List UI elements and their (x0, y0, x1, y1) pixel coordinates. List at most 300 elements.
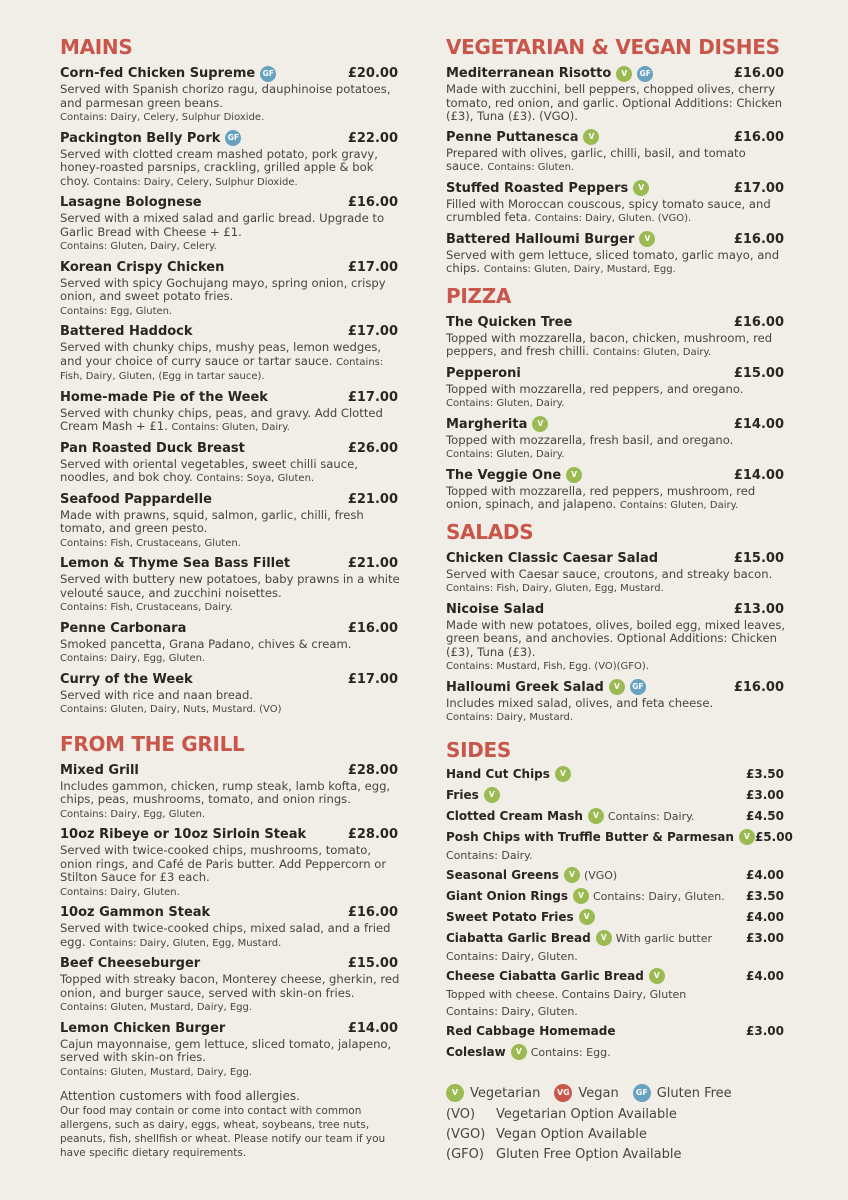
menu-item-price: £17.00 (347, 671, 398, 687)
menu-item-description-text: Served with gem lettuce, sliced tomato, garlic mayo, and chips. (446, 247, 780, 275)
menu-item-allergens: Contains: Fish, Dairy, Gluten, (Egg in tartar sauce). (60, 356, 384, 382)
menu-item (60, 825, 400, 899)
menu-item (60, 439, 400, 486)
menu-item (60, 903, 400, 950)
menu-item-description (60, 638, 400, 666)
legend-code-label: Vegetarian Option Available (496, 1106, 677, 1122)
gluten-free-badge-icon: GF (260, 66, 276, 82)
sides-section (446, 737, 793, 1062)
menu-item-name-text: Home-made Pie of the Week (60, 389, 268, 405)
side-item-description (446, 847, 786, 864)
menu-item-header (60, 193, 400, 212)
menu-item-name-text: Korean Crispy Chicken (60, 259, 225, 275)
side-item-price: £5.00 (754, 830, 793, 844)
side-item-price: £4.50 (746, 809, 784, 823)
menu-item-name-text: Lasagne Bolognese (60, 195, 202, 210)
menu-item-name (60, 827, 306, 842)
side-item-name-text: Ciabatta Garlic Bread (446, 931, 591, 945)
menu-item-header (446, 549, 786, 568)
menu-item-header (60, 954, 400, 973)
side-item-note: With garlic butter (615, 931, 712, 945)
pizza-list (446, 313, 786, 513)
menu-item-allergens: Contains: Gluten, Mustard, Dairy, Egg. (60, 1002, 253, 1013)
menu-item (60, 670, 400, 717)
menu-item-description (60, 573, 400, 615)
side-item-name (446, 968, 665, 984)
legend-code-row (446, 1104, 786, 1124)
legend-code-label: Vegan Option Available (496, 1126, 647, 1142)
menu-item-header (60, 670, 400, 689)
menu-item-allergens: Contains: Gluten. (487, 162, 575, 173)
menu-item-allergens: Contains: Gluten, Dairy, Celery. (60, 241, 217, 252)
menu-item-description (60, 689, 400, 717)
menu-item-price: £14.00 (347, 1020, 398, 1036)
menu-item-description-text: Topped with mozzarella, fresh basil, and oregano. (446, 432, 734, 447)
menu-item-description-text: Served with buttery new potatoes, baby prawns in a white velouté sauce, and zucchini noisettes. (60, 572, 400, 600)
menu-item (446, 364, 786, 411)
veg-list (446, 64, 786, 277)
menu-item-name (60, 905, 210, 920)
menu-item-name (446, 679, 646, 695)
menu-item-header (60, 258, 400, 277)
grill-list (60, 761, 400, 1080)
vegetarian-badge-icon: V (639, 231, 655, 247)
menu-item-price: £17.00 (347, 389, 398, 405)
menu-item-description-text: Served with twice-cooked chips, mushrooms, tomato, onion rings, and Café de Paris butter. Add Peppercorn or Stilton Sauce for £3 each. (60, 843, 387, 884)
side-item-price: £3.50 (746, 767, 784, 781)
menu-item-header (60, 1019, 400, 1038)
menu-item-name (60, 390, 268, 405)
menu-item-allergens: Contains: Dairy, Gluten. (60, 886, 180, 898)
menu-item-price: £21.00 (347, 491, 398, 507)
menu-item-name-text: Corn-fed Chicken Supreme (60, 66, 256, 81)
menu-item-header (60, 439, 400, 458)
allergy-title: Attention customers with food allergies. (60, 1089, 300, 1103)
menu-item-header (446, 678, 786, 697)
menu-item-description-text: Served with chunky chips, peas, and gravy. Add Clotted Cream Mash + £1. (60, 405, 383, 433)
salads-list (446, 549, 786, 725)
menu-item-description-text: Made with prawns, squid, salmon, garlic, chilli, fresh tomato, and green pesto. (60, 507, 364, 535)
veg-heading: VEGETARIAN & VEGAN DISHES (446, 35, 780, 59)
menu-item-description (60, 973, 400, 1015)
menu-item-name (446, 467, 582, 483)
side-item (446, 929, 786, 965)
side-item-price: £3.00 (746, 931, 784, 945)
menu-item (60, 554, 400, 615)
mains-list (60, 64, 400, 717)
legend-code: (GFO) (446, 1146, 484, 1162)
menu-item-description (446, 568, 786, 596)
mains-section (60, 34, 400, 717)
menu-item-allergens: Contains: Fish, Dairy, Gluten, Egg, Mustard. (446, 583, 664, 594)
vegetarian-badge-icon: V (579, 909, 595, 925)
side-item-header (446, 828, 793, 847)
menu-item-price: £13.00 (733, 601, 784, 617)
menu-item-description-text: Cajun mayonnaise, gem lettuce, sliced tomato, jalapeno, served with skin-on fries. (60, 1036, 392, 1064)
legend-code-row (446, 1124, 786, 1144)
menu-item-description-text: Served with Caesar sauce, croutons, and streaky bacon. (446, 566, 773, 581)
menu-item-allergens: Contains: Dairy, Gluten. (VGO). (534, 213, 692, 224)
menu-item-description-text: Made with zucchini, bell peppers, chopped olives, cherry tomato, red onion, and garlic. Optional Additions: Chicken (£3), Tuna (£3). (VGO). (446, 82, 783, 123)
menu-item (60, 761, 400, 822)
menu-item-description (446, 619, 786, 674)
menu-item-price: £28.00 (347, 827, 398, 842)
vegetarian-badge-icon: V (609, 679, 625, 695)
menu-item-description (60, 341, 400, 384)
side-item-name-text: Hand Cut Chips (446, 767, 550, 781)
right-column (446, 34, 793, 1062)
side-item-header (446, 1022, 786, 1041)
menu-item-name (60, 260, 224, 275)
menu-item-description (60, 148, 400, 190)
legend-code-row (446, 1144, 786, 1164)
side-item-header (446, 1043, 786, 1062)
menu-item-description-text: Filled with Moroccan couscous, spicy tomato sauce, and crumbled feta. (446, 196, 771, 224)
gluten-free-badge-icon: GF (633, 1084, 651, 1102)
menu-item-description-text: Served with Spanish chorizo ragu, dauphinoise potatoes, and parmesan green beans. (60, 82, 391, 110)
gluten-free-badge-icon: GF (630, 679, 646, 695)
menu-item-header (60, 825, 400, 844)
vegetarian-badge-icon: V (583, 129, 599, 145)
gluten-free-badge-icon: GF (637, 66, 653, 82)
menu-item-allergens: Contains: Fish, Crustaceans, Gluten. (60, 537, 241, 549)
vegetarian-badge-icon: V (649, 968, 665, 984)
menu-item-allergens: Contains: Dairy, Egg, Gluten. (60, 808, 206, 820)
menu-item-price: £16.00 (347, 620, 398, 636)
side-item-header (446, 908, 786, 927)
menu-item-name (446, 416, 548, 432)
menu-item-allergens: Contains: Dairy, Egg, Gluten. (60, 653, 206, 664)
side-item-name-text: Giant Onion Rings (446, 889, 568, 903)
side-item-name (446, 867, 617, 883)
menu-item (60, 258, 400, 319)
vegetarian-badge-icon: V (739, 829, 755, 845)
side-item-price: £4.00 (746, 910, 784, 924)
menu-item-name (446, 551, 658, 566)
menu-item-price: £16.00 (347, 195, 398, 210)
side-item-name (446, 1024, 616, 1038)
side-item-header (446, 929, 786, 948)
menu-item (446, 415, 786, 462)
side-item (446, 967, 786, 1020)
menu-item-allergens: Contains: Dairy, Gluten, Egg, Mustard. (89, 937, 282, 949)
menu-item (446, 230, 786, 277)
side-item-price: £3.00 (746, 1024, 784, 1038)
menu-item-description (60, 922, 400, 950)
vegetarian-badge-icon: V (555, 766, 571, 782)
menu-item (60, 490, 400, 551)
menu-item-price: £15.00 (733, 365, 784, 381)
menu-item-description-text: Served with twice-cooked chips, mixed salad, and a fried egg. (60, 921, 391, 949)
side-item-description-text: Contains: Dairy. (446, 848, 533, 862)
menu-item-allergens: Contains: Gluten, Dairy. (446, 449, 565, 460)
menu-item-name-text: Stuffed Roasted Peppers (446, 180, 629, 196)
menu-item-header (446, 230, 786, 249)
vegetarian-badge-icon: V (564, 867, 580, 883)
menu-item-name (60, 672, 193, 687)
menu-item-price: £26.00 (347, 440, 398, 456)
side-item (446, 1043, 786, 1062)
menu-item-allergens: Contains: Mustard, Fish, Egg. (VO)(GFO). (446, 661, 649, 672)
vegetarian-badge-icon: V (633, 180, 649, 196)
pizza-section (446, 283, 786, 513)
side-item-header (446, 967, 786, 986)
menu-item-description (446, 434, 786, 462)
menu-item-allergens: Contains: Fish, Crustaceans, Dairy. (60, 602, 233, 613)
gluten-free-badge-icon: GF (225, 130, 241, 146)
menu-item-name-text: Pan Roasted Duck Breast (60, 440, 245, 456)
side-item (446, 866, 786, 885)
menu-item-allergens: Contains: Gluten, Mustard, Dairy, Egg. (60, 1066, 253, 1078)
menu-item-allergens: Contains: Gluten, Dairy. (592, 347, 712, 358)
legend-code: (VGO) (446, 1126, 486, 1142)
menu-item (60, 193, 400, 254)
menu-item-description (60, 844, 400, 899)
menu-item-name (60, 492, 212, 507)
menu-item-description-text: Served with chunky chips, mushy peas, lemon wedges, and your choice of curry sauce or tartar sauce. (60, 340, 382, 368)
side-item (446, 807, 786, 826)
vegetarian-badge-icon: V (484, 787, 500, 803)
side-item-name-text: Seasonal Greens (446, 868, 559, 882)
legend-codes (446, 1104, 786, 1164)
menu-item-name-text: Beef Cheeseburger (60, 956, 201, 971)
menu-item-name (60, 195, 202, 210)
menu-item (60, 619, 400, 666)
menu-item-description-text: Prepared with olives, garlic, chilli, basil, and tomato sauce. (446, 145, 746, 173)
menu-item-description (60, 407, 400, 435)
pizza-heading: PIZZA (446, 283, 512, 308)
menu-item-description-text: Made with new potatoes, olives, boiled egg, mixed leaves, green beans, and anchovies. Optional Additions: Chicken (£3), Tuna (£3). (446, 617, 786, 659)
menu-item-name-text: Seafood Pappardelle (60, 491, 212, 507)
menu-item-name-text: Packington Belly Pork (60, 130, 221, 146)
menu-item-description (446, 198, 786, 226)
left-column (60, 34, 400, 1079)
side-item-name (446, 1044, 611, 1060)
menu-item-allergens: Contains: Gluten, Dairy. (619, 500, 739, 511)
menu-item-price: £15.00 (733, 550, 784, 566)
menu-item-name-text: Curry of the Week (60, 671, 193, 687)
menu-item-description (446, 147, 786, 175)
menu-item (60, 322, 400, 384)
menu-item-name (446, 231, 655, 247)
menu-item-price: £28.00 (347, 762, 398, 778)
menu-item-description (60, 83, 400, 125)
sides-list (446, 765, 793, 1062)
menu-item-description (446, 249, 786, 277)
menu-item-header (446, 128, 786, 147)
menu-item-header (60, 64, 400, 83)
menu-item-description-text: Served with a mixed salad and garlic bread. Upgrade to Garlic Bread with Cheese + £1. (60, 211, 385, 239)
menu-item-name-text: Mediterranean Risotto (446, 66, 612, 81)
menu-item-name-text: 10oz Gammon Steak (60, 905, 211, 920)
side-item (446, 887, 786, 906)
menu-item-price: £21.00 (347, 556, 398, 571)
menu-item-name-text: 10oz Ribeye or 10oz Sirloin Steak (60, 827, 307, 842)
menu-item-allergens: Contains: Gluten, Dairy, Nuts, Mustard. (VO) (60, 704, 282, 715)
side-item-name-text: Red Cabbage Homemade (446, 1024, 616, 1038)
side-item (446, 828, 793, 864)
menu-item-name-text: The Veggie One (446, 467, 562, 483)
menu-item-description (60, 780, 400, 822)
legend-label: Vegan (578, 1085, 619, 1101)
menu-item-description-text: Served with oriental vegetables, sweet chilli sauce, noodles, and bok choy. (60, 456, 358, 484)
menu-item-price: £16.00 (733, 679, 784, 695)
menu-item-description (60, 277, 400, 319)
salads-heading: SALADS (446, 519, 534, 544)
menu-item-allergens: Contains: Egg, Gluten. (60, 305, 173, 317)
vegetarian-badge-icon: V (588, 808, 604, 824)
menu-item-description-text: Includes gammon, chicken, rump steak, lamb kofta, egg, chips, peas, mushrooms, tomato, and onion rings. (60, 778, 391, 806)
menu-item-name (446, 602, 544, 617)
menu-item-description-text: Topped with streaky bacon, Monterey cheese, gherkin, red onion, and burger sauce, served with skin-on fries. (60, 972, 400, 1000)
grill-section (60, 731, 400, 1080)
dietary-legend (446, 1082, 786, 1164)
vegetarian-badge-icon: V (573, 888, 589, 904)
menu-item-description-text: Includes mixed salad, olives, and feta cheese. (446, 695, 714, 710)
side-item-header (446, 807, 786, 826)
menu-item (446, 313, 786, 360)
menu-item-name-text: Lemon & Thyme Sea Bass Fillet (60, 556, 291, 571)
side-item-price: £4.00 (746, 969, 784, 983)
menu-item-description (60, 212, 400, 254)
menu-item-description (446, 485, 786, 513)
menu-item-header (446, 600, 786, 619)
menu-item-allergens: Contains: Gluten, Dairy, Mustard, Egg. (483, 264, 676, 275)
menu-item-name-text: Halloumi Greek Salad (446, 679, 604, 695)
vegetarian-badge-icon: V (511, 1044, 527, 1060)
side-item (446, 786, 786, 805)
legend-code-label: Gluten Free Option Available (496, 1146, 682, 1162)
menu-item-name (446, 366, 521, 381)
menu-item-name-text: Pepperoni (446, 365, 521, 381)
menu-item (60, 64, 400, 125)
menu-item-name-text: Lemon Chicken Burger (60, 1020, 226, 1036)
menu-item-name-text: Mixed Grill (60, 762, 139, 778)
menu-item-name-text: Battered Haddock (60, 324, 193, 339)
side-item-description (446, 986, 786, 1020)
vegetarian-badge-icon: V (596, 930, 612, 946)
menu-item-price: £20.00 (347, 66, 398, 81)
side-item-price: £3.50 (746, 889, 784, 903)
side-item-name-text: Posh Chips with Truffle Butter & Parmesan (446, 830, 734, 844)
side-item-description-text: Contains: Dairy, Gluten. (446, 949, 578, 963)
menu-item (446, 179, 786, 226)
side-item (446, 1022, 786, 1041)
menu-item-header (60, 903, 400, 922)
menu-item (446, 466, 786, 513)
legend-symbols (446, 1082, 786, 1104)
menu-item-description (446, 83, 786, 124)
menu-item-price: £15.00 (347, 956, 398, 971)
menu-item-price: £22.00 (347, 130, 398, 146)
menu-item-price: £16.00 (733, 314, 784, 330)
side-item-description (446, 948, 786, 965)
menu-item-name (60, 621, 186, 636)
menu-item (446, 64, 786, 124)
side-item-name (446, 909, 595, 925)
menu-item (446, 678, 786, 725)
menu-item-allergens: Contains: Gluten, Dairy. (171, 422, 290, 433)
side-item-name-text: Coleslaw (446, 1045, 506, 1059)
sides-heading: SIDES (446, 737, 512, 762)
vegetarian-badge-icon: V (616, 66, 632, 82)
vegetarian-badge-icon: V (532, 416, 548, 432)
menu-item-name (60, 763, 139, 778)
menu-item-allergens: Contains: Dairy, Celery, Sulphur Dioxide. (93, 176, 298, 188)
side-item-name (446, 930, 712, 946)
veg-section (446, 34, 786, 277)
menu-item-name (60, 130, 241, 146)
menu-item (446, 600, 786, 674)
menu-item-header (60, 322, 400, 341)
menu-item-description-text: Topped with mozzarella, red peppers, mushroom, red onion, spinach, and jalapeno. (446, 483, 756, 511)
menu-item-header (60, 619, 400, 638)
menu-item-price: £16.00 (733, 66, 784, 81)
menu-item-name (60, 1021, 225, 1036)
side-item-name (446, 808, 695, 824)
menu-item-price: £17.00 (347, 259, 398, 275)
menu-item-name (446, 315, 572, 330)
side-item-note: Contains: Dairy. (607, 809, 695, 823)
menu-item-description-text: Topped with mozzarella, red peppers, and oregano. (446, 381, 744, 396)
menu-item-name-text: Penne Puttanesca (446, 129, 579, 145)
menu-item-header (60, 554, 400, 573)
side-item-name-text: Cheese Ciabatta Garlic Bread (446, 969, 644, 983)
allergy-notice (60, 1088, 410, 1160)
menu-item (446, 549, 786, 596)
menu-item-name (446, 66, 653, 82)
menu-item-description-text: Served with rice and naan bread. (60, 687, 254, 702)
side-item-name-text: Fries (446, 788, 479, 802)
menu-item-allergens: Contains: Gluten, Dairy. (446, 398, 565, 409)
menu-item (60, 129, 400, 190)
menu-item-price: £17.00 (733, 180, 784, 196)
menu-item-description-text: Served with spicy Gochujang mayo, spring onion, crispy onion, and sweet potato fries. (60, 275, 386, 303)
menu-item-price: £14.00 (733, 416, 784, 432)
mains-heading: MAINS (60, 35, 133, 59)
menu-item-name (60, 324, 193, 339)
menu-item-description-text: Topped with mozzarella, bacon, chicken, mushroom, red peppers, and fresh chilli. (446, 330, 773, 358)
vegetarian-badge-icon: V (446, 1084, 464, 1102)
menu-item-price: £17.00 (347, 324, 398, 339)
legend-label: Vegetarian (470, 1085, 541, 1101)
side-item (446, 765, 786, 784)
vegetarian-badge-icon: V (566, 467, 582, 483)
menu-item-description (446, 697, 786, 725)
side-item (446, 908, 786, 927)
side-item-name (446, 829, 755, 845)
menu-item-name-text: Margherita (446, 416, 528, 432)
menu-item-allergens: Contains: Dairy, Celery, Sulphur Dioxide. (60, 112, 265, 123)
menu-item-header (446, 415, 786, 434)
menu-item-name-text: Chicken Classic Caesar Salad (446, 550, 659, 566)
side-item-header (446, 765, 786, 784)
menu-item-header (60, 490, 400, 509)
menu-item-name-text: Penne Carbonara (60, 620, 187, 636)
side-item-description-text: Topped with cheese. Contains Dairy, Gluten Contains: Dairy, Gluten. (446, 987, 687, 1018)
menu-item-price: £16.00 (733, 231, 784, 247)
menu-item-header (446, 179, 786, 198)
menu-item-name-text: Nicoise Salad (446, 601, 545, 617)
menu-item-header (60, 129, 400, 148)
side-item-note: Contains: Egg. (530, 1045, 611, 1059)
menu-item-name (446, 129, 599, 145)
menu-item-description (60, 509, 400, 551)
menu-item-description (446, 383, 786, 411)
menu-item-header (446, 466, 786, 485)
menu-item-allergens: Contains: Soya, Gluten. (196, 473, 315, 484)
side-item-header (446, 887, 786, 906)
